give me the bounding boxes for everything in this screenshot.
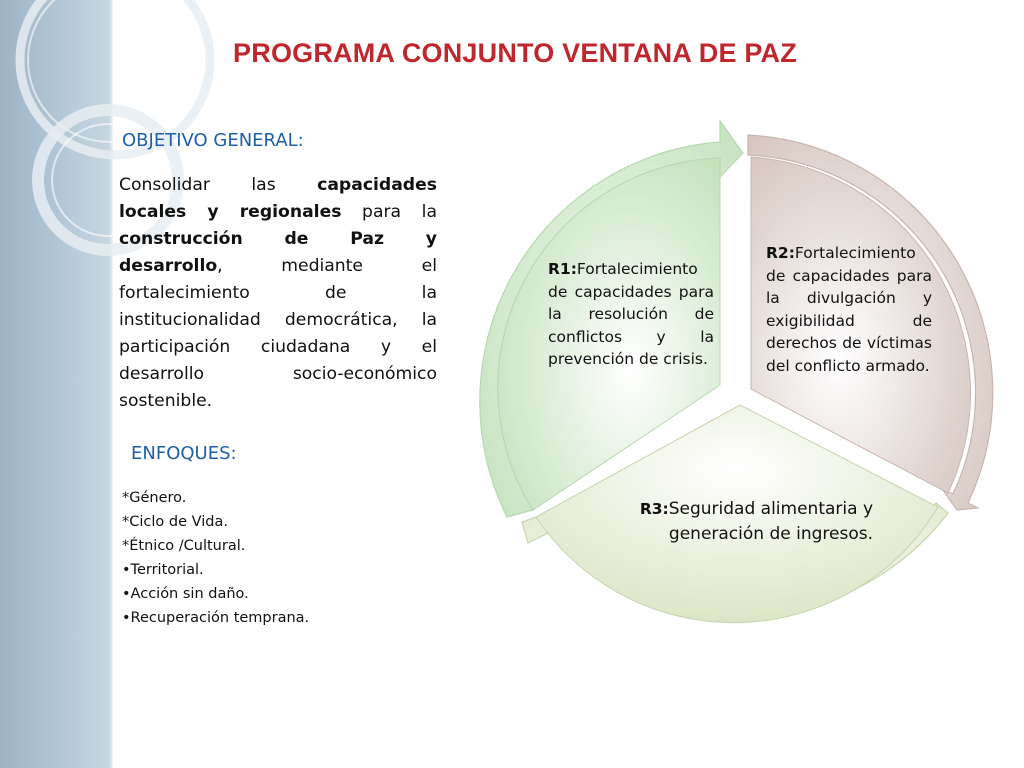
r2-description: Fortalecimiento de capacidades para la divulgación y exigibilidad de derechos de víctimas del conflicto armado.: [766, 244, 932, 375]
enfoque-item: *Ciclo de Vida.: [122, 514, 228, 530]
r3-text: [615, 497, 873, 547]
page-title: PROGRAMA CONJUNTO VENTANA DE PAZ: [233, 38, 797, 68]
enfoques-list: [122, 486, 309, 630]
cycle-diagram: [470, 115, 1024, 635]
r1-description: Fortalecimiento de capacidades para la resolución de conflictos y la prevención de crisis.: [548, 260, 714, 368]
objetivo-bold-1: capacidades locales y regionales: [119, 175, 437, 222]
r3-description: Seguridad alimentaria y generación de ingresos.: [668, 499, 873, 544]
objetivo-text-1: Consolidar las: [119, 175, 318, 195]
enfoque-item: *Étnico /Cultural.: [122, 538, 246, 554]
r2-text: [766, 242, 932, 377]
objetivo-text: [119, 172, 437, 415]
enfoque-item: •Territorial.: [122, 562, 204, 578]
r2-label: R2:: [766, 244, 795, 262]
enfoque-item: •Recuperación temprana.: [122, 610, 310, 626]
side-band: [0, 0, 113, 768]
r1-label: R1:: [548, 260, 577, 278]
r3-label: R3:: [639, 500, 669, 518]
objetivo-text-2: para la: [341, 202, 437, 222]
r1-text: [548, 258, 714, 371]
enfoques-heading: ENFOQUES:: [131, 443, 237, 464]
objetivo-heading: OBJETIVO GENERAL:: [122, 130, 304, 151]
objetivo-text-3: , mediante el fortalecimiento de la institucionalidad democrática, la participación ciudadana y el desarrollo socio-económico sostenible.: [119, 256, 437, 411]
enfoque-item: •Acción sin daño.: [122, 586, 249, 602]
enfoque-item: *Género.: [122, 490, 187, 506]
objetivo-bold-2: construcción de Paz y desarrollo: [119, 229, 437, 276]
